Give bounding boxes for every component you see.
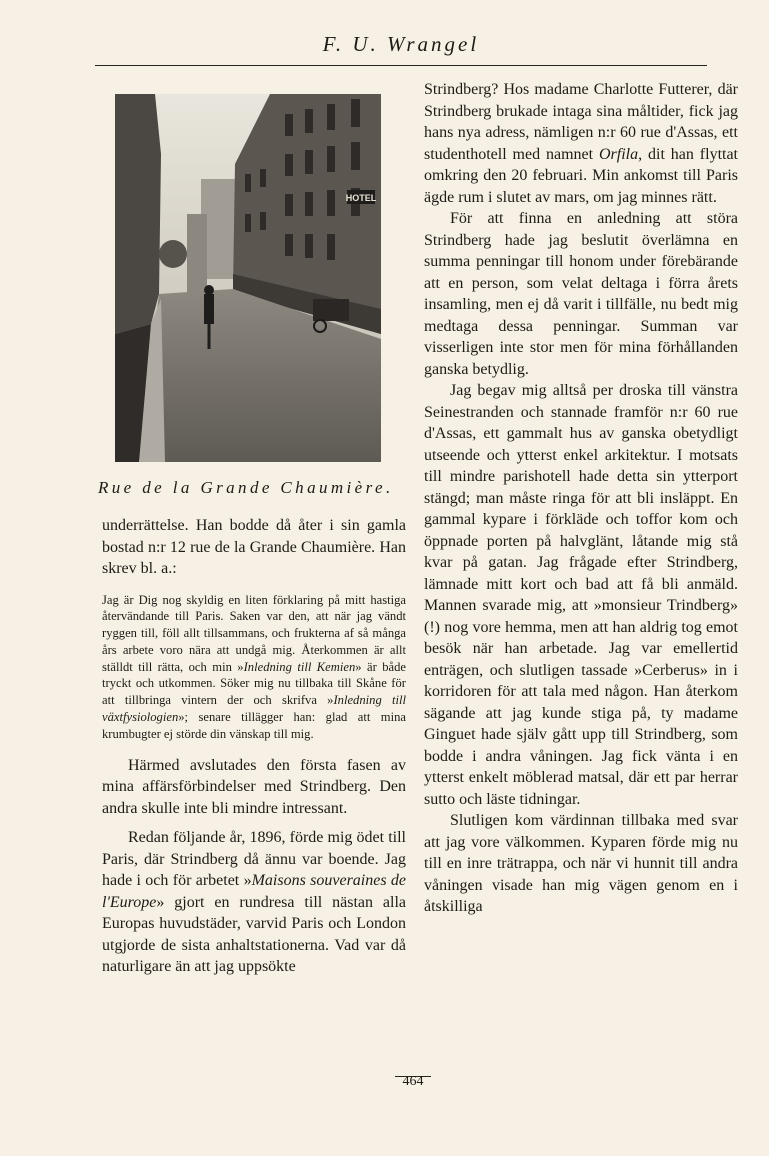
hotel-sign: HOTEL	[345, 193, 377, 203]
right-p1-text-1: Strindberg? Hos madame Charlotte Futterer, där Strindberg brukade intaga sina måltider, fick jag hans nya adress, nämligen n:r 60 rue d'Assas, ett studenthotell med namnet	[424, 81, 738, 163]
quote-title-2: Inledning till växtfysiologien	[102, 693, 406, 725]
quote-title-1: Inledning till Kemien	[243, 659, 356, 674]
left-p3-text-2: » gjort en rundresa till nästan alla Europas huvudstäder, varvid Paris och London utgjorde de sista anhaltstationerna. Vad var då naturligare än att jag uppsökte	[102, 893, 406, 976]
right-paragraph-3: Jag begav mig alltså per droska till vänstra Seinestranden och stannade framför n:r 60 rue d'Assas, ett gammalt hus av ganska obetydligt utseende och ytterst enkel arkitektur. I motsats till mindre parishotell hade detta sin ytterport stängd; man måste ringa för att bli insläppt. En gammal kypare i förkläde och toffor kom och öppnade porten på halvglänt, låtande mig stå kvar på gatan. Jag frågade efter Strindberg, lämnade mitt kort och bad att få bli anmäld. Mannen svarade mig, att »monsieur Trindberg» (!) nog vore hemma, men att han aldrig tog emot besök när han arbetade. Jag var emellertid enträgen, och slutligen tassade »Cerberus» in i korridoren för att tala med någon. Han återkom sägande att jag kunde stiga på, ty madame Ginguet hade själv gått upp till Strindberg, som bodde i andra våningen. Jag fick vänta i en ytterst enkelt möblerad matsal, där ett par herrar sutto och läste tidningar.	[424, 382, 738, 808]
hotel-name: Orfila	[598, 145, 639, 163]
left-paragraph-3	[102, 827, 406, 978]
right-column	[424, 79, 738, 918]
quote-text-3: »; senare tillägger han: glad att mina krumbugter ej störde din vänskap till mig.	[102, 710, 406, 741]
left-paragraph-1: underrättelse. Han bodde då åter i sin gamla bostad n:r 12 rue de la Grande Chaumière. Han skrev bl. a.:	[102, 517, 406, 577]
street-photograph	[115, 94, 381, 462]
header-rule	[95, 65, 707, 66]
right-paragraph-1	[424, 79, 738, 208]
right-p1-text-2: , dit han flyttat omkring den 20 februari. Min ankomst till Paris ägde rum i slutet av mars, om jag minnes rätt.	[424, 145, 739, 206]
left-p3-text-1: Redan följande år, 1896, förde mig ödet till Paris, där Strindberg då ännu var boende. Jag hade i och för arbetet »	[102, 829, 406, 890]
right-paragraph-4: Slutligen kom värdinnan tillbaka med svar att jag vore välkommen. Kyparen förde mig nu till en inre trätrappa, och när vi hunnit till andra våningen visade han mig vägen genom en i åtskilliga	[424, 812, 738, 915]
figure-caption: Rue de la Grande Chaumière.	[98, 478, 394, 497]
left-paragraph-2: Härmed avslutades den första fasen av mina affärsförbindelser med Strindberg. Den andra skulle inte bli mindre intressant.	[102, 756, 406, 817]
left-p3-title: Maisons souveraines de l'Europe	[102, 872, 406, 911]
quote-text-1: Jag är Dig nog skyldig en liten förklaring på mitt hastiga återvändande till Paris. Saken var den, att när jag vändt ryggen till, föll allt tillsammans, och frukterna af så många års arbete voro nära att undgå mig. Återkommen är allt ställdt till rätta, och min »	[102, 592, 406, 674]
letter-quote	[102, 592, 406, 743]
left-column	[102, 515, 406, 978]
running-header: F. U. Wrangel	[322, 32, 480, 56]
right-paragraph-2: För att finna en anledning att störa Strindberg hade jag beslutit överlämna en summa penningar till honom under förebärande att en person, som velat deltaga i förra årets insamling, men ej då varit i tillfälle, nu bedt mig medtaga dessa penningar. Summan var visserligen inte stor men för mina förhållanden ganska betydlig.	[424, 210, 738, 378]
page-number: 464	[402, 1074, 424, 1089]
street-photo-illustration	[115, 94, 381, 462]
quote-text-2: » är både tryckt och utkommen. Söker mig nu tillbaka till Skåne för att tillbringa vintern der och skrifva »	[102, 659, 406, 708]
